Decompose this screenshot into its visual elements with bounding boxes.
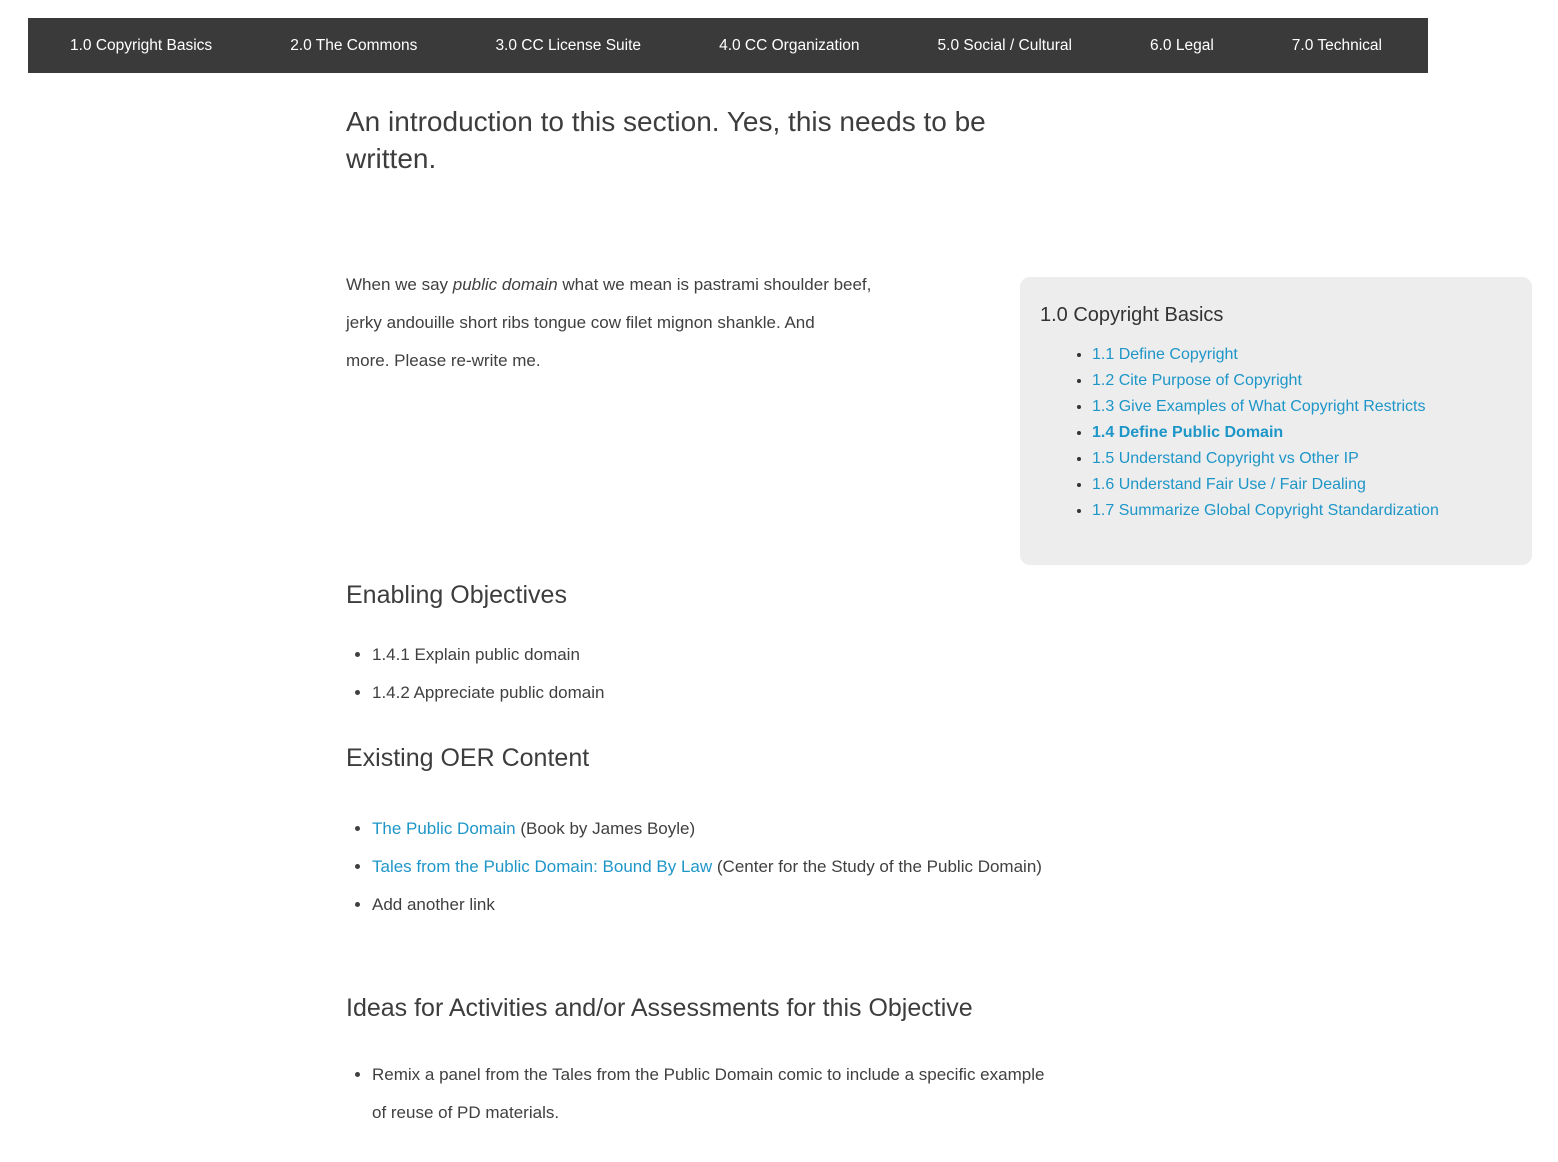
- toc-link-1-2[interactable]: 1.2 Cite Purpose of Copyright: [1092, 372, 1302, 389]
- list-item-text: Add another link: [372, 895, 495, 914]
- page-title-line: An introduction to this section. Yes, this needs to be: [346, 106, 986, 137]
- intro-line: more. Please re-write me.: [346, 351, 541, 370]
- intro-text: When we say: [346, 275, 453, 294]
- nav-item-copyright-basics[interactable]: 1.0 Copyright Basics: [70, 36, 213, 54]
- list-item: [372, 810, 1042, 848]
- nav-item-the-commons[interactable]: 2.0 The Commons: [290, 36, 418, 54]
- list-item: • Remix a panel from the Tales from the Public Domain comic to include a specific example of reuse of PD materials.: [372, 1056, 1051, 1132]
- link-the-public-domain[interactable]: The Public Domain: [372, 819, 516, 838]
- oer-content-list: [346, 810, 1042, 924]
- intro-line: jerky andouille short ribs tongue cow filet mignon shankle. And: [346, 313, 815, 332]
- list-item: [372, 886, 1042, 924]
- toc-list: [1040, 342, 1512, 524]
- nav-item-legal[interactable]: 6.0 Legal: [1149, 36, 1214, 54]
- section-title-enabling-objectives: Enabling Objectives: [346, 581, 567, 609]
- toc-link-1-3[interactable]: 1.3 Give Examples of What Copyright Restricts: [1092, 398, 1426, 415]
- nav-item-technical[interactable]: 7.0 Technical: [1291, 36, 1382, 54]
- toc-item: [1092, 342, 1512, 368]
- toc-box: [1020, 277, 1532, 565]
- toc-item: [1092, 446, 1512, 472]
- section-title-ideas-activities: Ideas for Activities and/or Assessments for this Objective: [346, 994, 973, 1022]
- ideas-list: [346, 1056, 1051, 1132]
- section-title-existing-oer-content: Existing OER Content: [346, 744, 590, 772]
- page-title: [346, 103, 986, 177]
- toc-link-1-4[interactable]: 1.4 Define Public Domain: [1092, 424, 1284, 441]
- list-item: [372, 848, 1042, 886]
- intro-text: what we mean is pastrami shoulder beef,: [557, 275, 872, 294]
- toc-item-current: [1092, 420, 1512, 446]
- toc-link-1-1[interactable]: 1.1 Define Copyright: [1092, 346, 1238, 363]
- toc-item: [1092, 472, 1512, 498]
- toc-link-1-5[interactable]: 1.5 Understand Copyright vs Other IP: [1092, 450, 1359, 467]
- top-nav: [28, 18, 1428, 73]
- toc-item: [1092, 498, 1512, 524]
- list-item-text: (Center for the Study of the Public Domain): [712, 857, 1042, 876]
- list-item: • 1.4.1 Explain public domain: [372, 636, 605, 674]
- nav-item-social-cultural[interactable]: 5.0 Social / Cultural: [937, 36, 1072, 54]
- list-item-text: (Book by James Boyle): [515, 819, 696, 838]
- intro-italic-term: public domain: [452, 275, 558, 294]
- toc-item: [1092, 368, 1512, 394]
- intro-line: [346, 266, 986, 304]
- list-item: • 1.4.2 Appreciate public domain: [372, 674, 605, 712]
- toc-title: 1.0 Copyright Basics: [1040, 304, 1224, 326]
- nav-item-cc-license-suite[interactable]: 3.0 CC License Suite: [495, 36, 642, 54]
- nav-item-cc-organization[interactable]: 4.0 CC Organization: [719, 36, 860, 54]
- intro-paragraph: [346, 266, 986, 380]
- enabling-objectives-list: [346, 636, 605, 712]
- toc-item: [1092, 394, 1512, 420]
- page-title-line: written.: [346, 143, 437, 174]
- toc-link-1-7[interactable]: 1.7 Summarize Global Copyright Standardization: [1092, 502, 1439, 519]
- link-tales-from-the-public-domain[interactable]: Tales from the Public Domain: Bound By Law: [372, 857, 713, 876]
- toc-link-1-6[interactable]: 1.6 Understand Fair Use / Fair Dealing: [1092, 476, 1366, 493]
